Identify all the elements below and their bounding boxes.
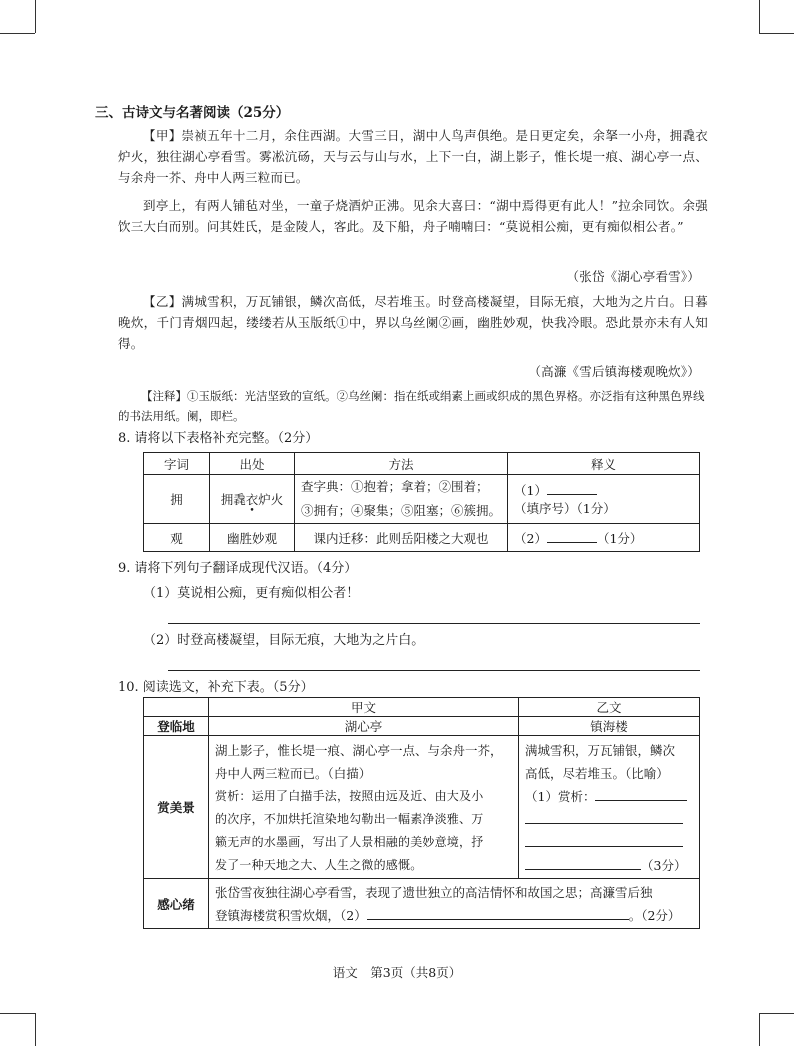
question-9-sentence-2: （2）时登高楼凝望，目际无痕，大地为之片白。	[143, 633, 425, 648]
table-header: 出处	[210, 453, 295, 475]
yi-quote: 高低，尽若堆玉。（比喻）	[525, 766, 669, 781]
feel-score: 。（2分）	[628, 907, 681, 923]
question-10-table	[143, 697, 700, 929]
scene-yi-cell	[519, 736, 700, 879]
yi-source: （高濂《雪后镇海楼观晚炊》）	[528, 364, 700, 379]
annotation-note: 【注释】①玉版纸：光洁坚致的宣纸。②乌丝阑：指在纸或绢素上画或织成的黑色界格。亦泛指有这种黑色界线的书法用纸。阑，即栏。	[118, 389, 705, 423]
source-cell	[210, 524, 295, 552]
answer-blank[interactable]	[367, 919, 629, 920]
page-footer: 语文 第3页（共8页）	[332, 965, 462, 980]
yi-score: （3分）	[641, 858, 687, 873]
method-cell: 课内迁移：此则岳阳楼之大观也	[295, 524, 508, 552]
word-cell: 拥	[144, 475, 210, 524]
place-jia: 湖心亭	[209, 717, 519, 736]
feel-text: 张岱雪夜独往湖心亭看雪，表现了遗世独立的高洁情怀和故国之思；高濂雪后独	[215, 884, 653, 900]
source-text: 幽胜妙观	[226, 530, 277, 546]
feel-text-row	[215, 904, 693, 927]
answer-label: （2）	[514, 530, 547, 546]
place-yi: 镇海楼	[519, 717, 700, 736]
answer-score: （填序号）（1分）	[514, 501, 616, 516]
method-cell	[295, 475, 508, 524]
yi-answer-row	[525, 808, 693, 831]
jia-paragraph-2: 到亭上，有两人铺毡对坐，一童子烧酒炉正沸。见余大喜曰：“湖中焉得更有此人！”拉余同饮。余强饮三大白而别。问其姓氏，是金陵人，客此。及下船，舟子喃喃曰：“莫说相公痴，更有痴似相公者。”	[118, 198, 708, 234]
word-cell: 观	[144, 524, 210, 552]
answer-blank[interactable]	[525, 869, 641, 870]
blank-header	[144, 698, 209, 717]
question-8-table	[143, 452, 700, 552]
question-9-sentence-1: （1）莫说相公痴，更有痴似相公者！	[143, 586, 360, 601]
question-8-stem: 8. 请将以下表格补充完整。（2分）	[118, 431, 319, 446]
answer-label: （1）	[514, 483, 547, 498]
method-line: 查字典：①抱着；拿着；②围着；	[301, 479, 489, 494]
answer-line[interactable]	[168, 623, 700, 624]
crop-mark	[759, 0, 760, 33]
feel-text: 登镇海楼赏积雪炊烟，（2）	[215, 907, 367, 923]
column-header-yi: 乙文	[519, 698, 700, 717]
answer-blank[interactable]	[547, 542, 597, 543]
jia-appreciation: 的次序，不加烘托渲染地勾勒出一幅素净淡雅、万	[215, 812, 484, 826]
crop-mark	[0, 1013, 35, 1014]
crop-mark	[759, 33, 794, 34]
answer-blank[interactable]	[547, 494, 597, 495]
source-text: 拥毳衣炉火 •	[221, 492, 284, 507]
question-10-stem: 10. 阅读选文，补充下表。（5分）	[118, 680, 314, 695]
jia-quote: 湖上影子，惟长堤一痕、湖心亭一点、与余舟一芥，	[215, 743, 503, 758]
answer-line[interactable]	[168, 670, 700, 671]
yi-answer-row	[525, 854, 693, 877]
answer-blank[interactable]	[525, 846, 683, 847]
jia-quote: 舟中人两三粒而已。（白描）	[215, 766, 372, 781]
row-label-place: 登临地	[144, 717, 209, 736]
crop-mark	[35, 1013, 36, 1046]
jia-appreciation: 赏析：运用了白描手法，按照由远及近、由大及小	[215, 789, 484, 803]
crop-mark	[0, 33, 35, 34]
scene-jia-cell	[209, 736, 519, 879]
table-header: 字词	[144, 453, 210, 475]
crop-mark	[35, 0, 36, 33]
crop-mark	[759, 1013, 794, 1014]
yi-paragraph: 【乙】满城雪积，万瓦铺银，鳞次高低，尽若堆玉。时登高楼凝望，目际无痕，大地为之片白。日暮晚炊，千门青烟四起，缕缕若从玉版纸①中，界以乌丝阑②画，幽胜妙观，快我冷眼。恐此景亦未有人知得。	[118, 294, 708, 351]
yi-answer-row	[525, 831, 693, 854]
answer-cell	[508, 524, 700, 552]
yi-quote: 满城雪积，万瓦铺银，鳞次	[525, 743, 676, 758]
jia-paragraph-1: 【甲】崇祯五年十二月，余住西湖。大雪三日，湖中人鸟声俱绝。是日更定矣，余拏一小舟，拥毳衣炉火，独往湖心亭看雪。雾凇沆砀，天与云与山与水，上下一白，湖上影子，惟长堤一痕、湖心亭一点、与余舟一芥、舟中人两三粒而已。	[118, 128, 708, 185]
table-header: 释义	[508, 453, 700, 475]
yi-appreciation-label: （1）赏析：	[525, 789, 596, 804]
row-label-feel: 感心绪	[144, 879, 209, 929]
yi-appreciation-row	[525, 785, 693, 808]
jia-appreciation: 发了一种天地之大、人生之微的感慨。	[215, 858, 423, 872]
crop-mark	[759, 1013, 760, 1046]
answer-blank[interactable]	[595, 800, 687, 801]
source-cell	[210, 475, 295, 524]
method-line: ③拥有；④聚集；⑤阻塞；⑥簇拥。	[301, 503, 502, 518]
section-title: 三、古诗文与名著阅读（25分）	[95, 105, 290, 121]
table-header: 方法	[295, 453, 508, 475]
answer-score: （1分）	[596, 530, 643, 546]
row-label-scene: 赏美景	[144, 736, 209, 879]
answer-blank[interactable]	[525, 823, 683, 824]
jia-source: （张岱《湖心亭看雪》）	[566, 269, 700, 284]
jia-appreciation: 籁无声的水墨画，写出了人景相融的美妙意境，抒	[215, 835, 484, 849]
answer-cell	[508, 475, 700, 524]
feel-cell	[209, 879, 700, 929]
column-header-jia: 甲文	[209, 698, 519, 717]
question-9-stem: 9. 请将下列句子翻译成现代汉语。（4分）	[118, 561, 358, 576]
